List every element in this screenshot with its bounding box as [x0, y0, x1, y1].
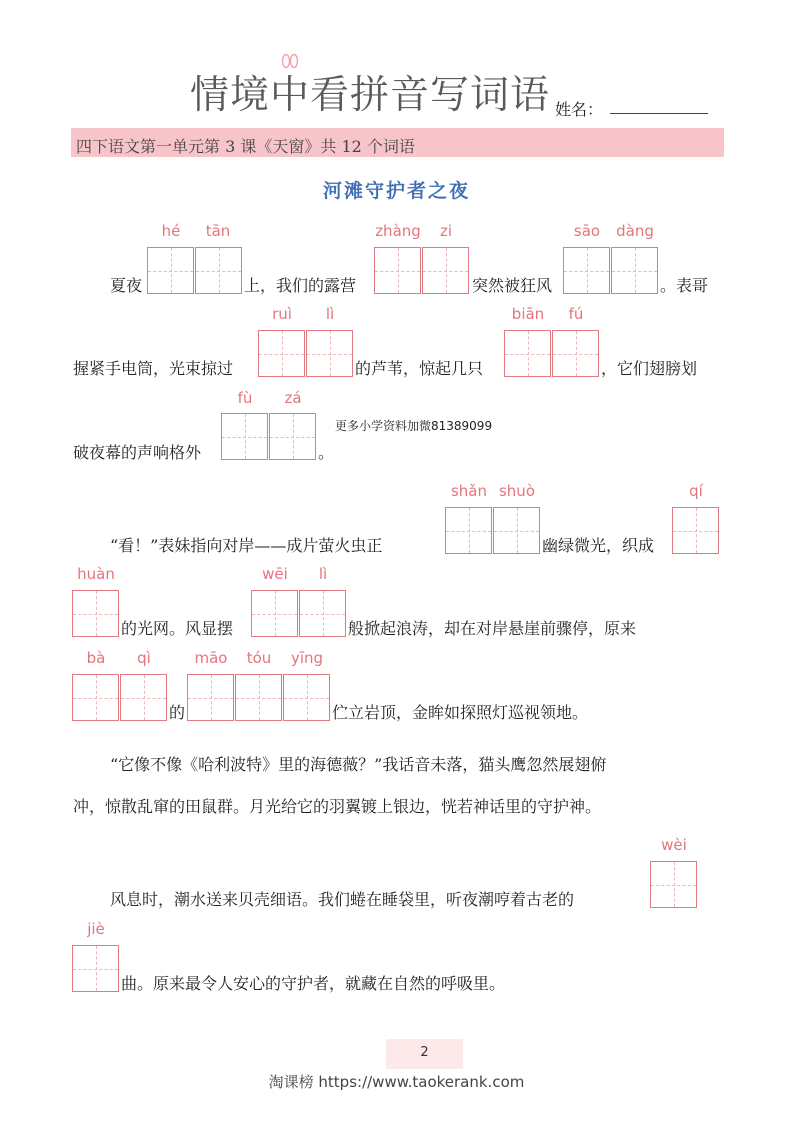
- pinyin-label: fú: [568, 305, 584, 323]
- pinyin-label: zá: [284, 389, 302, 407]
- name-label: 姓名：: [555, 100, 604, 119]
- writing-box[interactable]: [72, 590, 119, 637]
- name-blank-line[interactable]: [610, 113, 708, 114]
- lesson-banner-text: 四下语文第一单元第 3 课《天窗》共 12 个词语: [76, 137, 415, 156]
- writing-box[interactable]: [552, 330, 599, 377]
- pinyin-label: zhàng: [375, 222, 421, 240]
- pinyin-label: biān: [511, 305, 545, 323]
- writing-box[interactable]: [650, 861, 697, 908]
- pinyin-label: yīng: [290, 649, 324, 667]
- writing-box[interactable]: [422, 247, 469, 294]
- logo-title: 情境中看拼音写词语: [190, 73, 551, 118]
- story-text: 伫立岩顶，金眸如探照灯巡视领地。: [332, 703, 589, 722]
- writing-box[interactable]: [72, 674, 119, 721]
- pinyin-label: wēi: [262, 565, 288, 583]
- story-text: 。表哥: [660, 276, 709, 295]
- writing-box[interactable]: [283, 674, 330, 721]
- pinyin-label: fù: [237, 389, 253, 407]
- writing-box[interactable]: [563, 247, 610, 294]
- writing-box[interactable]: [235, 674, 282, 721]
- story-text: 突然被狂风: [472, 276, 553, 295]
- story-text: 般掀起浪涛，却在对岸悬崖前骤停，原来: [348, 619, 637, 638]
- page-number: 2: [420, 1045, 429, 1060]
- story-text: 冲，惊散乱窜的田鼠群。月光给它的羽翼镀上银边，恍若神话里的守护神。: [73, 797, 602, 816]
- story-text: 曲。原来最令人安心的守护者，就藏在自然的呼吸里。: [121, 974, 506, 993]
- story-text: 破夜幕的声响格外: [73, 443, 202, 462]
- pinyin-label: dàng: [616, 222, 654, 240]
- writing-box[interactable]: [445, 507, 492, 554]
- writing-box[interactable]: [611, 247, 658, 294]
- story-text: 幽绿微光，织成: [542, 536, 655, 555]
- story-text: 的芦苇，惊起几只: [355, 359, 484, 378]
- writing-box[interactable]: [504, 330, 551, 377]
- pinyin-label: lì: [325, 305, 335, 323]
- writing-box[interactable]: [493, 507, 540, 554]
- pinyin-label: qì: [137, 649, 151, 667]
- pinyin-label: lì: [318, 565, 328, 583]
- pinyin-label: qí: [689, 482, 703, 500]
- pinyin-label: huàn: [77, 565, 115, 583]
- story-text: 上，我们的露营: [244, 276, 357, 295]
- pinyin-label: wèi: [661, 836, 687, 854]
- writing-box[interactable]: [258, 330, 305, 377]
- writing-box[interactable]: [187, 674, 234, 721]
- writing-box[interactable]: [221, 413, 268, 460]
- writing-box[interactable]: [147, 247, 194, 294]
- writing-box[interactable]: [72, 945, 119, 992]
- story-text: 的: [169, 703, 186, 722]
- writing-box[interactable]: [269, 413, 316, 460]
- pinyin-label: bà: [86, 649, 106, 667]
- pinyin-label: shuò: [498, 482, 535, 500]
- pinyin-label: māo: [194, 649, 228, 667]
- pinyin-label: sāo: [573, 222, 601, 240]
- story-text: 的光网。风显摆: [121, 619, 234, 638]
- story-text: 风息时，潮水送来贝壳细语。我们蜷在睡袋里，听夜潮哼着古老的: [110, 890, 575, 909]
- pinyin-label: jiè: [87, 920, 105, 938]
- pinyin-label: ruì: [272, 305, 292, 323]
- story-text: ，它们翅膀划: [601, 359, 698, 378]
- pinyin-label: hé: [161, 222, 181, 240]
- ad-text: 更多小学资料加微81389099: [335, 419, 493, 433]
- story-text: 握紧手电筒，光束掠过: [73, 359, 234, 378]
- writing-box[interactable]: [299, 590, 346, 637]
- writing-box[interactable]: [672, 507, 719, 554]
- story-title: 河滩守护者之夜: [322, 180, 470, 202]
- writing-box[interactable]: [306, 330, 353, 377]
- pinyin-label: tān: [205, 222, 231, 240]
- pinyin-label: zi: [439, 222, 453, 240]
- story-text: 。: [318, 443, 335, 462]
- writing-box[interactable]: [120, 674, 167, 721]
- writing-box[interactable]: [195, 247, 242, 294]
- pinyin-label: shǎn: [450, 482, 488, 500]
- writing-box[interactable]: [251, 590, 298, 637]
- story-text: “它像不像《哈利波特》里的海德薇？”我话音未落，猫头鹰忽然展翅俯: [110, 755, 607, 774]
- story-text: 夏夜: [110, 276, 143, 295]
- writing-box[interactable]: [374, 247, 421, 294]
- story-text: “看！”表妹指向对岸——成片萤火虫正: [110, 536, 383, 555]
- footer-text: 淘课榜 https://www.taokerank.com: [268, 1073, 525, 1091]
- pinyin-label: tóu: [246, 649, 272, 667]
